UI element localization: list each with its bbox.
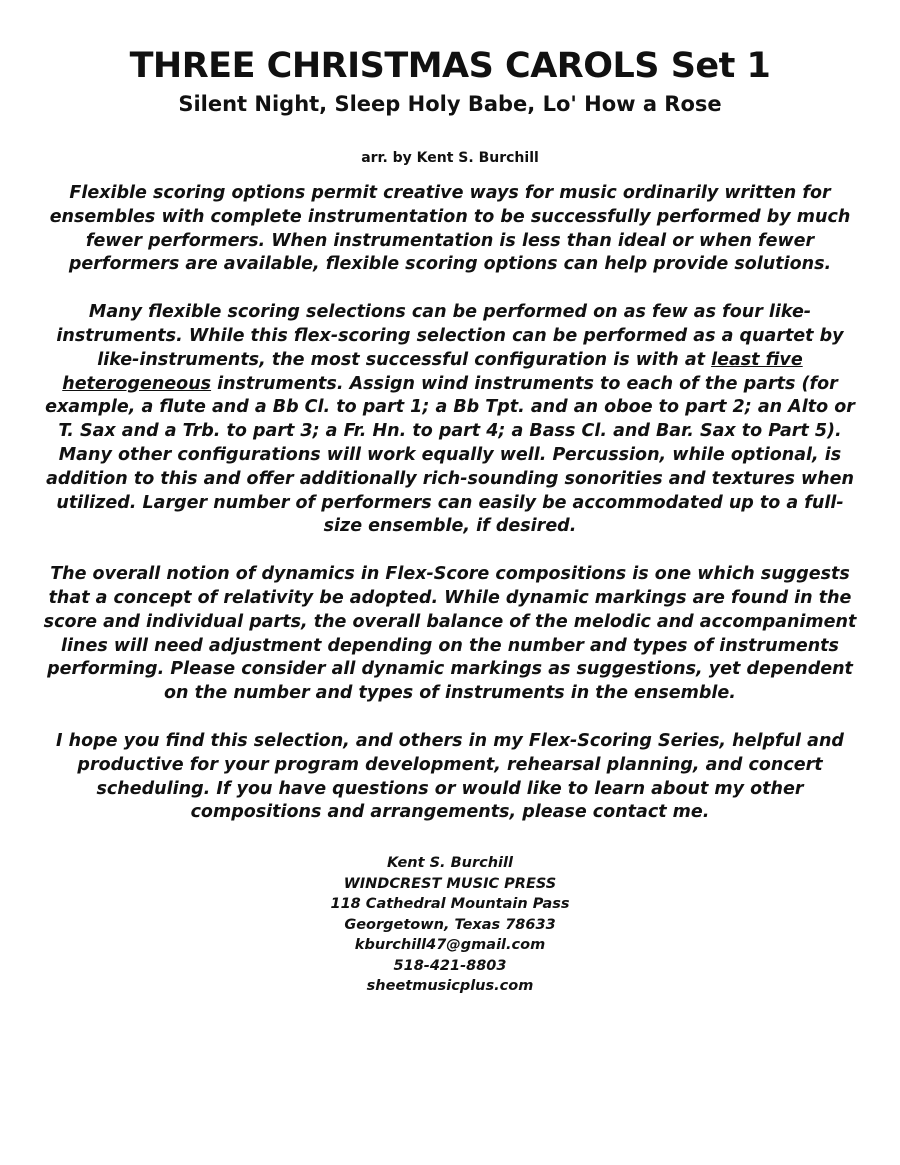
paragraph-instrumentation-end: instruments. Assign wind instruments to each of the parts (for example, a flute and a Bb Cl. to part 1; a Bb Tpt. and an oboe to part 2; an Alto or T. Sax and a Trb. to part 3; a Fr. Hn. to part 4; a Bass Cl. and Bar. Sax to Part 5). Many other configurations will work equally well. Percussion, while optional, is addition to this and offer additionally rich-sounding sonorities and textures when utilized. Larger number of performers can easily be accommodated up to a full-size ensemble, if desired. <box>45 373 855 537</box>
underlined-phrase: least five heterogeneous <box>62 349 803 394</box>
contact-phone: 518-421-8803 <box>393 957 507 974</box>
contact-street: 118 Cathedral Mountain Pass <box>330 896 570 913</box>
arranger-credit: arr. by Kent S. Burchill <box>361 150 539 166</box>
contact-website[interactable]: sheetmusicplus.com <box>366 978 534 995</box>
paragraph-instrumentation <box>40 301 860 539</box>
paragraph-flexible-scoring: Flexible scoring options permit creative ways for music ordinarily written for ensembles with complete instrumentation to be successfully performed by much fewer performers. When instrumentation is less than ideal or when fewer performers are available, flexible scoring options can help provide solutions. <box>49 183 851 275</box>
page-title: THREE CHRISTMAS CAROLS Set 1 <box>129 46 771 86</box>
paragraph-instrumentation-start: Many flexible scoring selections can be performed on as few as four like-instruments. While this flex-scoring selection can be performed as a quartet by like-instruments, the most successful configuration is with at <box>56 302 844 370</box>
contact-block <box>0 853 900 997</box>
paragraph-dynamics: The overall notion of dynamics in Flex-Score compositions is one which suggests that a concept of relativity be adopted. While dynamic markings are found in the score and individual parts, the overall balance of the melodic and accompaniment lines will need adjustment depending on the number and types of instruments performing. Please consider all dynamic markings as suggestions, yet dependent on the number and types of instruments in the ensemble. <box>43 564 857 704</box>
paragraph-closing: I hope you find this selection, and others in my Flex-Scoring Series, helpful and productive for your program development, rehearsal planning, and concert scheduling. If you have questions or would like to learn about my other compositions and arrangements, please contact me. <box>56 730 844 823</box>
body-text <box>40 182 860 825</box>
contact-publisher: WINDCREST MUSIC PRESS <box>343 875 557 892</box>
page-subtitle: Silent Night, Sleep Holy Babe, Lo' How a Rose <box>178 92 722 116</box>
contact-email[interactable]: kburchill47@gmail.com <box>354 937 546 954</box>
contact-name: Kent S. Burchill <box>387 855 513 872</box>
contact-city: Georgetown, Texas 78633 <box>344 916 556 933</box>
